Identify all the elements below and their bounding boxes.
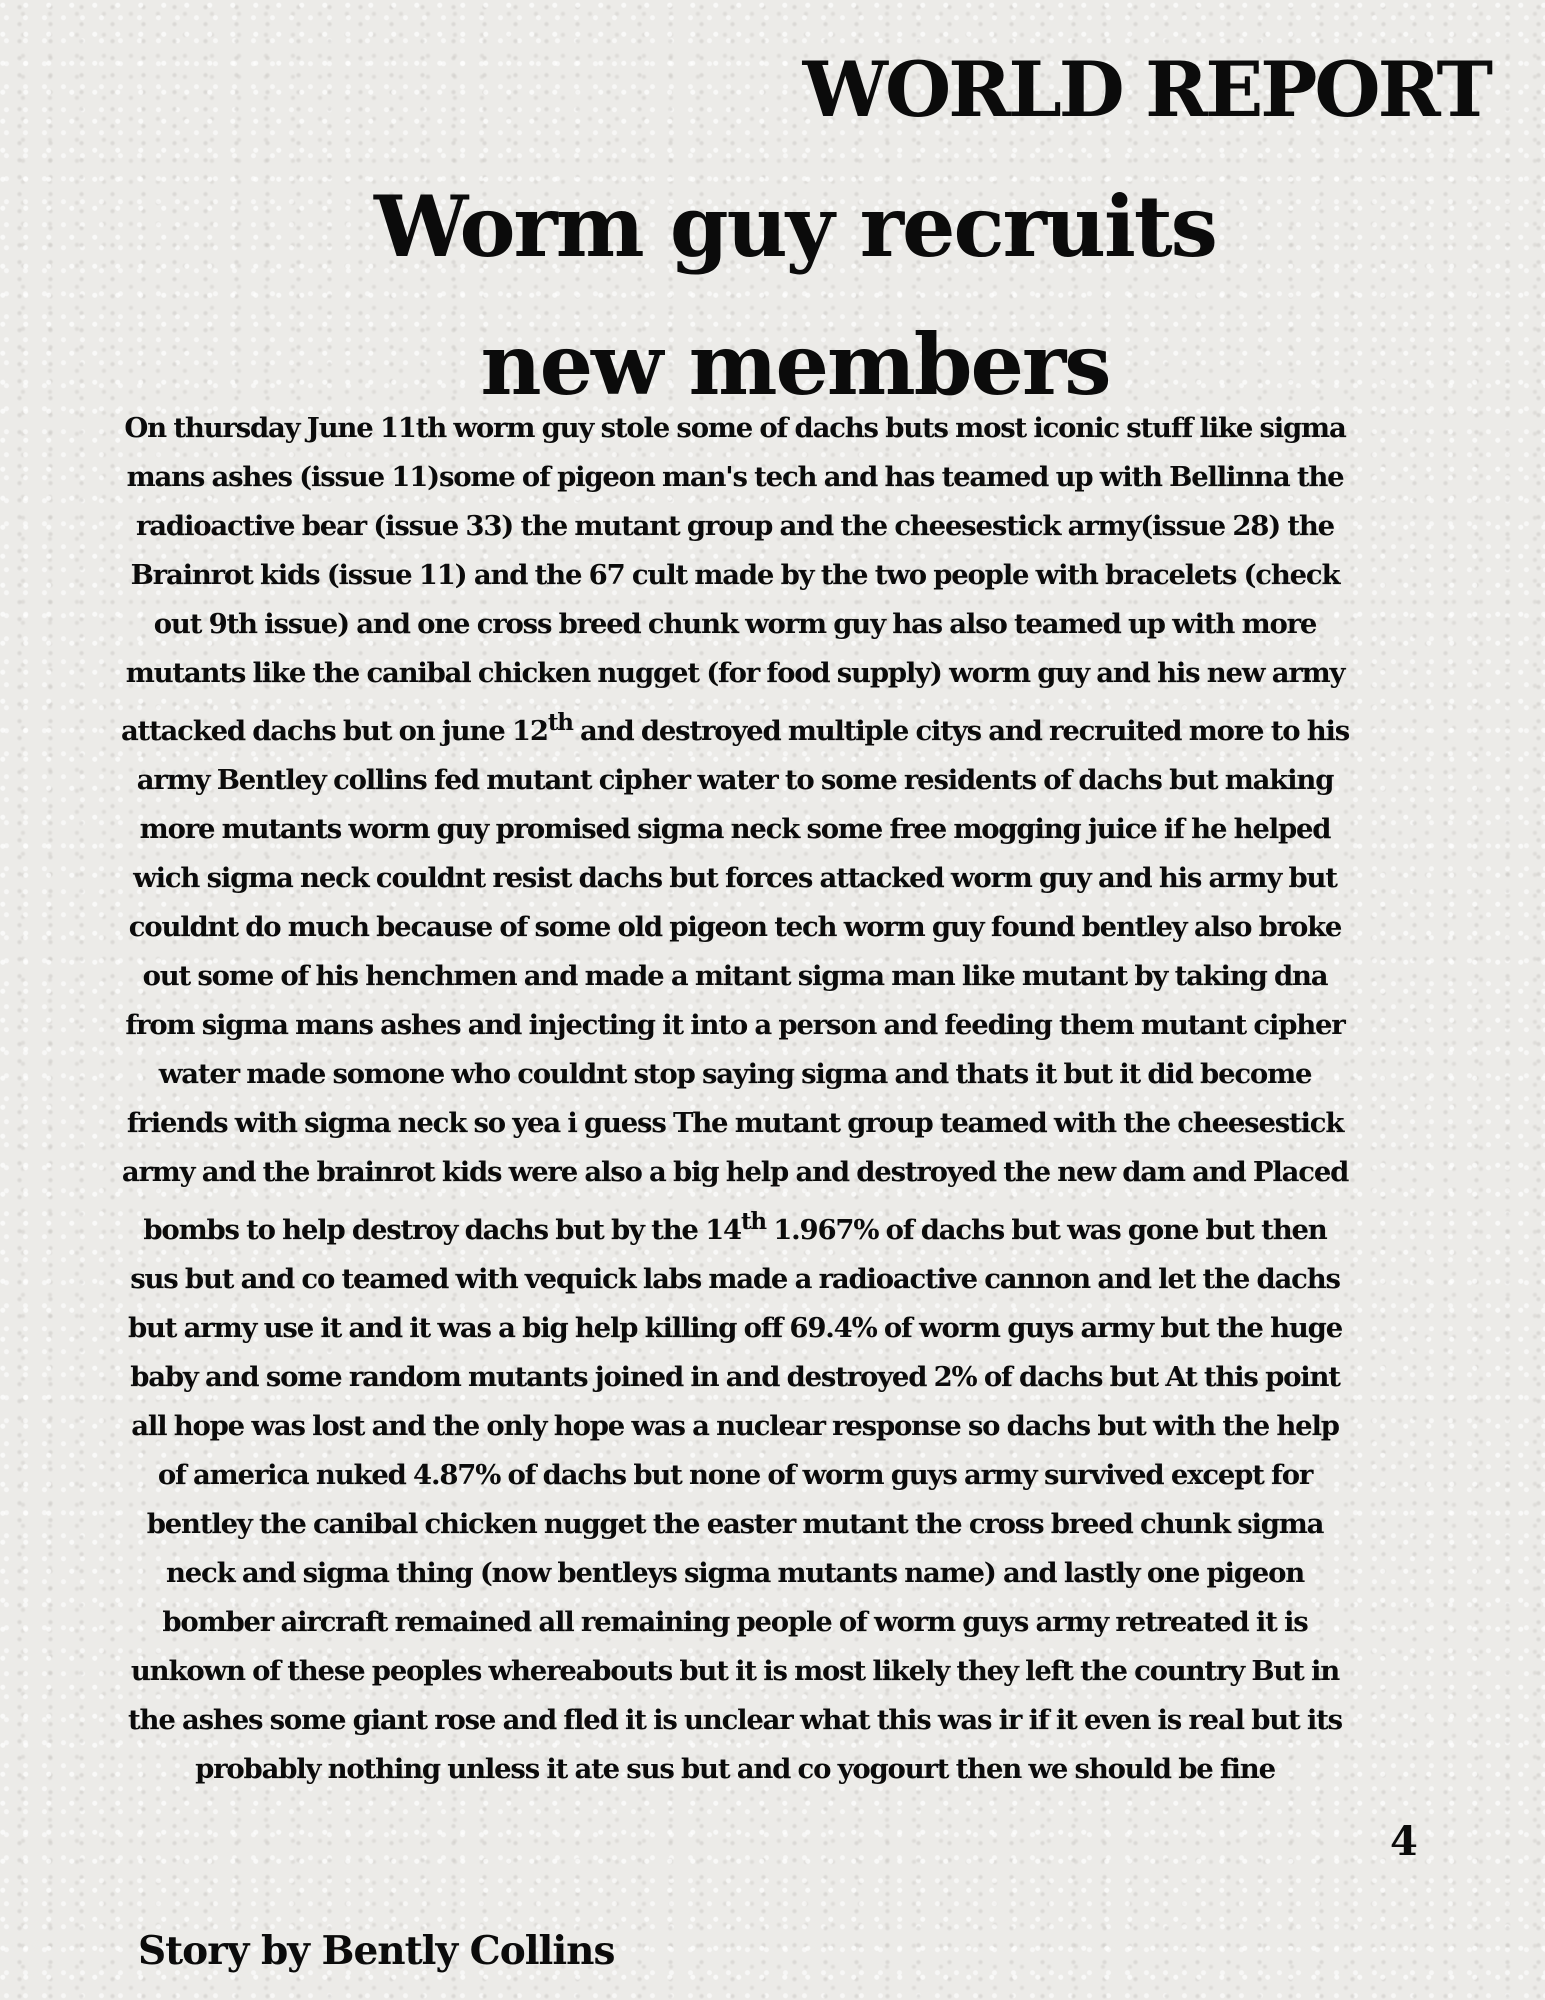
ordinal-suffix-14th: th [740, 1208, 766, 1236]
page-number: 4 [1390, 1818, 1418, 1865]
headline-line-1: Worm guy recruits [374, 177, 1216, 276]
story-body [120, 404, 1350, 1794]
masthead: WORLD REPORT [802, 45, 1490, 134]
story-text-part-3: 1.967% of dachs but was gone but then sus but and co teamed with vequick labs made a radioactive cannon and let the dachs but army use it and it was a big help killing off 69.4% of worm guys army but the huge baby and some random mutants joined in and destroyed 2% of dachs but At this point all hope was lost and the only hope was a nuclear response so dachs but with the help of america nuked 4.87% of dachs but none of worm guys army survived except for bentley the canibal chicken nugget the easter mutant the cross breed chunk sigma neck and sigma thing (now bentleys sigma mutants name) and lastly one pigeon bomber aircraft remained all remaining people of worm guys army retreated it is unkown of these peoples whereabouts but it is most likely they left the country But in the ashes some giant rose and fled it is unclear what this was ir if it even is real but its probably nothing unless it ate sus but and co yogourt then we should be fine [127, 1214, 1343, 1786]
headline [330, 158, 1260, 434]
headline-line-2: new members [480, 315, 1110, 414]
story-text-part-2: and destroyed multiple citys and recruited more to his army Bentley collins fed mutant cipher water to some residents of dachs but making more mutants worm guy promised sigma neck some free mogging juice if he helped wich sigma neck couldnt resist dachs but forces attacked worm guy and his army but couldnt do much because of some old pigeon tech worm guy found bentley also broke out some of his henchmen and made a mitant sigma man like mutant by taking dna from sigma mans ashes and injecting it into a person and feeding them mutant cipher water made somone who couldnt stop saying sigma and thats it but it did become friends with sigma neck so yea i guess The mutant group teamed with the cheesestick army and the brainrot kids were also a big help and destroyed the new dam and Placed bombs to help destroy dachs but by the 14 [121, 715, 1350, 1247]
ordinal-suffix-12th: th [547, 709, 573, 736]
story-text-part-1: On thursday June 11th worm guy stole some of dachs buts most iconic stuff like sigma mans ashes (issue 11)some of pigeon man's tech and has teamed up with Bellinna the radioactive bear (issue 33) the mutant group and the cheesestick army(issue 28) the Brainrot kids (issue 11) and the 67 cult made by the two people with bracelets (check out 9th issue) and one cross breed chunk worm guy has also teamed up with more mutants like the canibal chicken nugget (for food supply) worm guy and his new army attacked dachs but on june 12 [120, 412, 1346, 748]
byline: Story by Bently Collins [138, 1928, 615, 1974]
